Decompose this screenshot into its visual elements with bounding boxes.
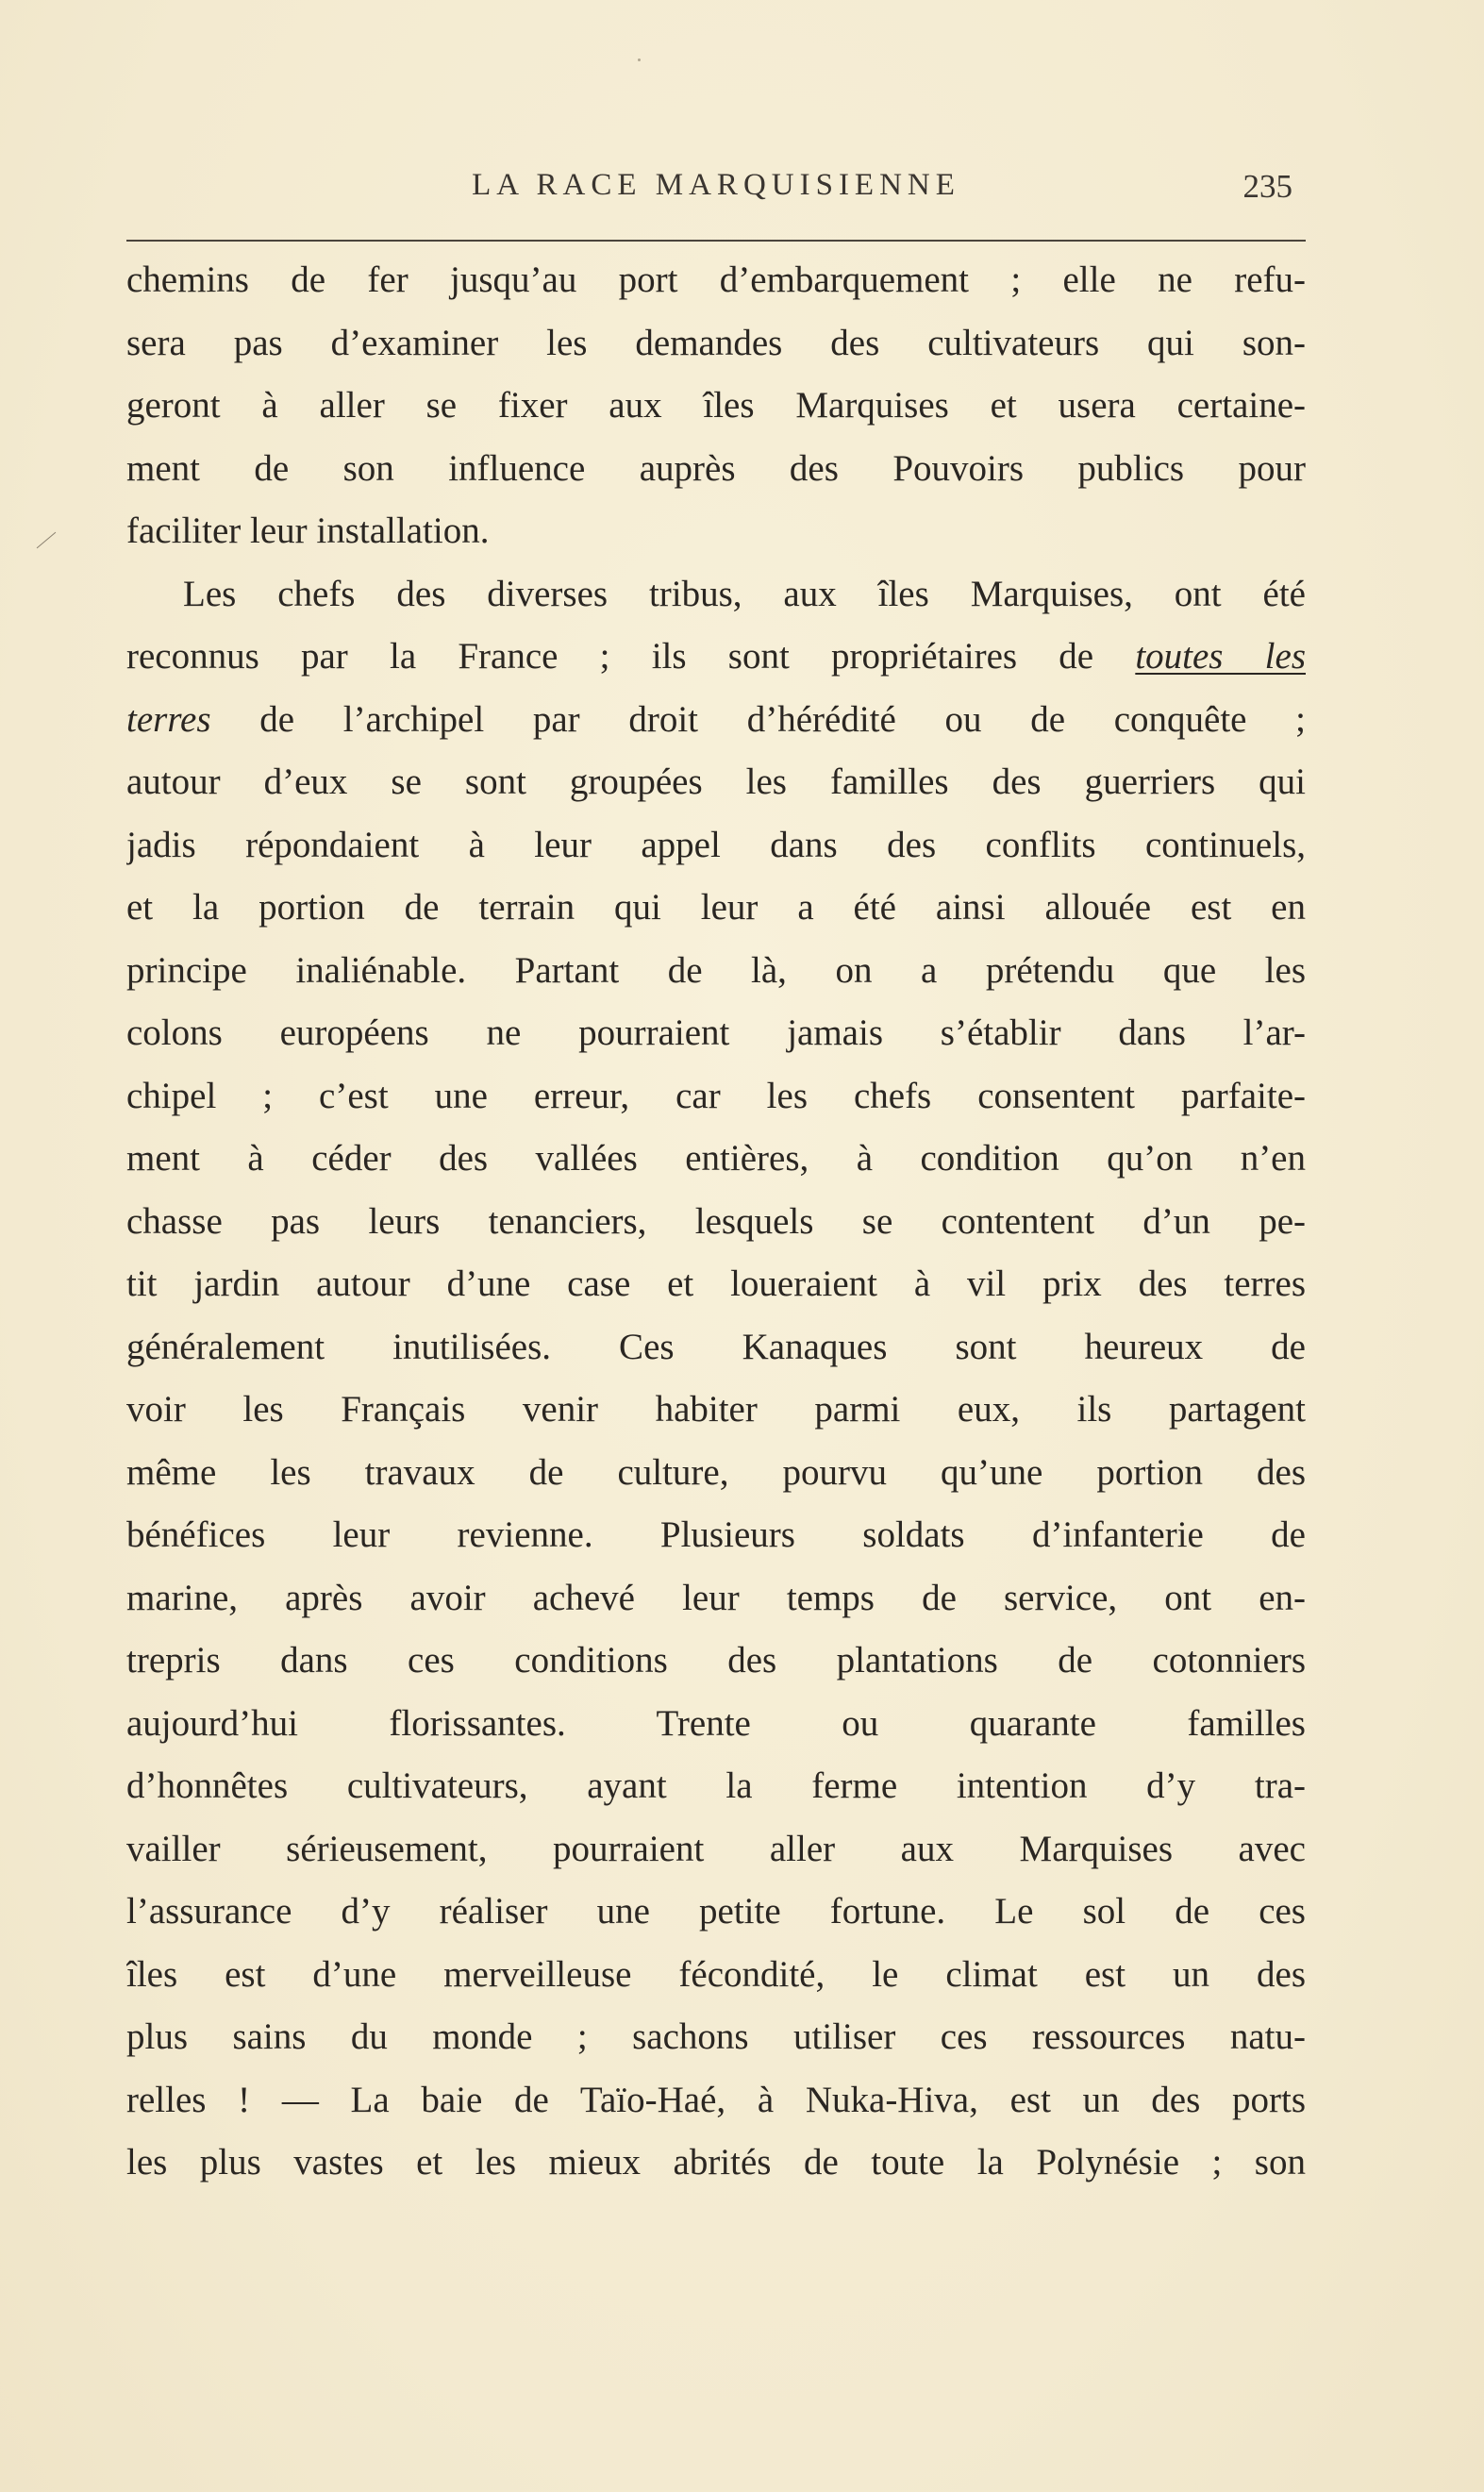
text-line: aujourd’hui florissantes. Trente ou quarante familles xyxy=(126,1702,1306,1744)
text-line: faciliter leur installation. xyxy=(126,510,490,551)
text-line: sera pas d’examiner les demandes des cultivateurs qui son- xyxy=(126,322,1306,363)
text-line: colons européens ne pourraient jamais s’établir dans l’ar- xyxy=(126,1012,1306,1053)
text-line: bénéfices leur revienne. Plusieurs soldats d’infanterie de xyxy=(126,1514,1306,1555)
text-line xyxy=(126,626,1306,689)
text-line: les plus vastes et les mieux abrités de toute la Polynésie ; son xyxy=(126,2142,1306,2183)
text-line: tit jardin autour d’une case et loueraient à vil prix des terres xyxy=(126,1263,1306,1304)
text-line: généralement inutilisées. Ces Kanaques sont heureux de xyxy=(126,1326,1306,1367)
paragraph-first-line: Les chefs des diverses tribus, aux îles Marquises, ont été xyxy=(183,573,1306,614)
header-rule xyxy=(126,240,1306,242)
emphasis-text: terres xyxy=(126,698,211,740)
text-line: d’honnêtes cultivateurs, ayant la ferme intention d’y tra- xyxy=(126,1765,1306,1806)
text-line: autour d’eux se sont groupées les familles des guerriers qui xyxy=(126,761,1306,802)
text-line: relles ! — La baie de Taïo-Haé, à Nuka-Hiva, est un des ports xyxy=(126,2079,1306,2120)
text-line: et la portion de terrain qui leur a été ainsi allouée est en xyxy=(126,887,1306,928)
text-line xyxy=(126,689,1306,752)
text-line: geront à aller se fixer aux îles Marquises et usera certaine- xyxy=(126,385,1306,426)
text-line: ment à céder des vallées entières, à condition qu’on n’en xyxy=(126,1138,1306,1179)
margin-pencil-mark xyxy=(37,532,57,548)
running-title: LA RACE MARQUISIENNE xyxy=(472,168,960,202)
text-line: l’assurance d’y réaliser une petite fortune. Le sol de ces xyxy=(126,1891,1306,1932)
text-line: plus sains du monde ; sachons utiliser ces ressources natu- xyxy=(126,2016,1306,2057)
page-number: 235 xyxy=(1242,168,1292,205)
running-head xyxy=(126,168,1306,213)
text-span: reconnus par la France ; ils sont propriétaires de xyxy=(126,636,1094,677)
emphasis-text: toutes les xyxy=(1135,636,1306,677)
text-line: chemins de fer jusqu’au port d’embarquement ; elle ne refu- xyxy=(126,259,1306,300)
text-line: ment de son influence auprès des Pouvoirs publics pour xyxy=(126,447,1306,489)
text-line: jadis répondaient à leur appel dans des conflits continuels, xyxy=(126,824,1306,865)
text-span: de l’archipel par droit d’hérédité ou de conquête ; xyxy=(259,698,1306,740)
text-line: marine, après avoir achevé leur temps de service, ont en- xyxy=(126,1577,1306,1618)
text-line: vailler sérieusement, pourraient aller aux Marquises avec xyxy=(126,1828,1306,1869)
paper-speck xyxy=(638,59,641,61)
text-line: voir les Français venir habiter parmi eux, ils partagent xyxy=(126,1389,1306,1430)
text-line: chipel ; c’est une erreur, car les chefs consentent parfaite- xyxy=(126,1075,1306,1116)
body-text xyxy=(126,249,1306,2195)
text-line: même les travaux de culture, pourvu qu’une portion des xyxy=(126,1451,1306,1493)
text-line: chasse pas leurs tenanciers, lesquels se contentent d’un pe- xyxy=(126,1200,1306,1242)
text-line: principe inaliénable. Partant de là, on a prétendu que les xyxy=(126,949,1306,991)
text-line: îles est d’une merveilleuse fécondité, le climat est un des xyxy=(126,1953,1306,1995)
text-line: trepris dans ces conditions des plantations de cotonniers xyxy=(126,1640,1306,1681)
